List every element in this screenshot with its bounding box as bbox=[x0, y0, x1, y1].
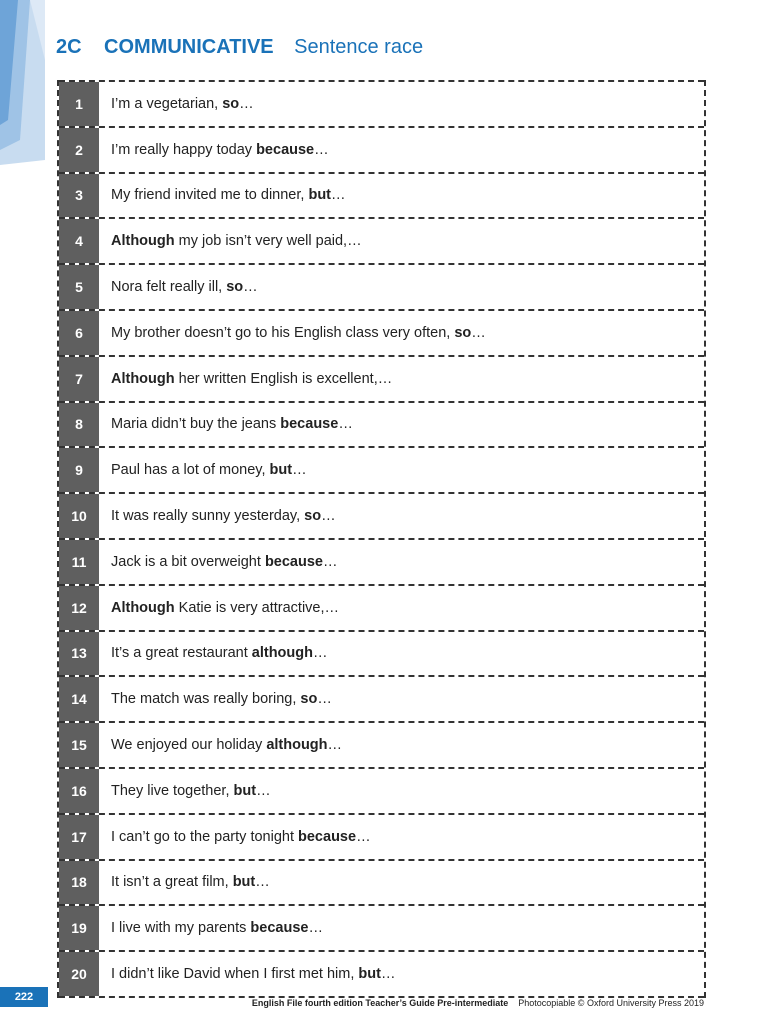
sentence-starter bbox=[99, 632, 704, 676]
sentence-text-after: … bbox=[256, 782, 271, 799]
sentence-starter bbox=[99, 448, 704, 492]
sentence-text-before: It’s a great restaurant bbox=[111, 645, 252, 662]
row-number: 12 bbox=[59, 586, 99, 630]
table-row bbox=[59, 401, 704, 447]
row-number: 19 bbox=[59, 906, 99, 950]
table-row bbox=[59, 446, 704, 492]
sentence-starter bbox=[99, 723, 704, 767]
footer-book-title: English File fourth edition Teacher’s Guide Pre-intermediate bbox=[251, 998, 509, 1008]
row-number: 6 bbox=[59, 311, 99, 355]
sentence-text-after: … bbox=[471, 324, 486, 341]
sentence-text-before: We enjoyed our holiday bbox=[111, 737, 267, 754]
sentence-starter bbox=[99, 815, 704, 859]
footer-copyright: Photocopiable © Oxford University Press 2019 bbox=[518, 998, 704, 1008]
activity-title: Sentence race bbox=[294, 36, 424, 58]
table-row bbox=[59, 675, 704, 721]
sentence-text-after: … bbox=[331, 187, 346, 204]
sentence-connector: Although bbox=[111, 370, 175, 387]
table-row bbox=[59, 355, 704, 401]
table-row bbox=[59, 767, 704, 813]
sentence-starter bbox=[99, 540, 704, 584]
sentence-text-after: … bbox=[239, 95, 254, 112]
row-number: 4 bbox=[59, 219, 99, 263]
sentence-text-before: I live with my parents bbox=[111, 920, 251, 937]
sentence-text-before: The match was really boring, bbox=[111, 691, 301, 708]
page-header bbox=[56, 36, 423, 66]
sentence-text-before: They live together, bbox=[111, 782, 234, 799]
row-number: 3 bbox=[59, 174, 99, 218]
sentence-connector: so bbox=[454, 324, 472, 341]
sentence-text-after: my job isn’t very well paid,… bbox=[174, 233, 362, 250]
table-row bbox=[59, 538, 704, 584]
decorative-corner-graphic bbox=[0, 0, 60, 170]
table-row bbox=[59, 584, 704, 630]
sentence-text-after: … bbox=[380, 966, 396, 983]
table-row bbox=[59, 630, 704, 676]
sentence-text-before: I can’t go to the party tonight bbox=[111, 828, 299, 845]
table-row bbox=[59, 309, 704, 355]
row-number: 8 bbox=[59, 403, 99, 447]
sentence-text-after: … bbox=[317, 691, 332, 708]
sentence-text-after: … bbox=[327, 737, 343, 754]
table-row bbox=[59, 263, 704, 309]
sentence-text-after: … bbox=[313, 645, 328, 662]
row-number: 7 bbox=[59, 357, 99, 401]
sentence-connector: but bbox=[308, 187, 332, 204]
sentence-starter bbox=[99, 311, 704, 355]
sentence-text-before: It was really sunny yesterday, bbox=[111, 508, 305, 525]
row-number: 13 bbox=[59, 632, 99, 676]
sentence-connector: Although bbox=[111, 233, 175, 250]
sentence-connector: although bbox=[266, 737, 328, 754]
sentence-starter bbox=[99, 952, 704, 996]
sentence-connector: because bbox=[256, 141, 315, 158]
table-row bbox=[59, 80, 704, 126]
row-number: 20 bbox=[59, 952, 99, 996]
sentence-text-before: I’m really happy today bbox=[111, 141, 257, 158]
table-row bbox=[59, 950, 704, 998]
sentence-text-after: Katie is very attractive,… bbox=[174, 599, 340, 616]
sentence-text-after: … bbox=[314, 141, 329, 158]
row-number: 2 bbox=[59, 128, 99, 172]
sentence-connector: because bbox=[264, 553, 323, 570]
lesson-code: 2C bbox=[56, 36, 82, 58]
sentence-text-after: … bbox=[338, 416, 353, 433]
sentence-starter bbox=[99, 494, 704, 538]
sentence-starter bbox=[99, 586, 704, 630]
sentence-connector: but bbox=[232, 874, 256, 891]
table-row bbox=[59, 126, 704, 172]
sentence-starter bbox=[99, 677, 704, 721]
sentence-starter bbox=[99, 219, 704, 263]
sentence-connector: so bbox=[222, 95, 240, 112]
row-number: 10 bbox=[59, 494, 99, 538]
sentence-connector: because bbox=[298, 828, 357, 845]
table-row bbox=[59, 859, 704, 905]
sentence-text-after: … bbox=[308, 920, 323, 937]
sentence-text-after: … bbox=[243, 279, 258, 296]
table-row bbox=[59, 492, 704, 538]
sentence-connector: Although bbox=[111, 599, 175, 616]
table-row bbox=[59, 904, 704, 950]
sentence-text-after: her written English is excellent,… bbox=[174, 370, 393, 387]
sentence-connector: so bbox=[304, 508, 322, 525]
sentence-text-after: … bbox=[322, 553, 338, 570]
row-number: 14 bbox=[59, 677, 99, 721]
sentence-connector: but bbox=[233, 782, 257, 799]
sentence-text-before: Maria didn’t buy the jeans bbox=[111, 416, 281, 433]
sentence-text-before: Nora felt really ill, bbox=[111, 279, 227, 296]
sentence-text-before: I’m a vegetarian, bbox=[111, 95, 223, 112]
row-number: 11 bbox=[59, 540, 99, 584]
sentence-starter bbox=[99, 403, 704, 447]
row-number: 17 bbox=[59, 815, 99, 859]
sentence-connector: because bbox=[250, 920, 309, 937]
sentence-connector: so bbox=[300, 691, 318, 708]
sentence-text-before: My friend invited me to dinner, bbox=[111, 187, 309, 204]
sentence-text-before: Jack is a bit overweight bbox=[111, 553, 265, 570]
sentence-starter bbox=[99, 861, 704, 905]
sentence-connector: so bbox=[226, 279, 244, 296]
table-row bbox=[59, 813, 704, 859]
row-number: 16 bbox=[59, 769, 99, 813]
sentence-text-before: My brother doesn’t go to his English class very often, bbox=[111, 324, 455, 341]
sentence-connector: but bbox=[269, 462, 293, 479]
sentence-text-after: … bbox=[255, 874, 270, 891]
table-row bbox=[59, 721, 704, 767]
page-footer bbox=[252, 998, 704, 1008]
row-number: 5 bbox=[59, 265, 99, 309]
sentence-starter bbox=[99, 265, 704, 309]
sentence-text-after: … bbox=[321, 508, 336, 525]
row-number: 18 bbox=[59, 861, 99, 905]
sentence-starter bbox=[99, 174, 704, 218]
sentence-starter bbox=[99, 128, 704, 172]
sentence-starter bbox=[99, 357, 704, 401]
row-number: 9 bbox=[59, 448, 99, 492]
sentence-starter bbox=[99, 769, 704, 813]
table-row bbox=[59, 217, 704, 263]
sentence-text-after: … bbox=[356, 828, 371, 845]
sentence-grid bbox=[57, 80, 706, 998]
sentence-text-before: Paul has a lot of money, bbox=[111, 462, 270, 479]
row-number: 15 bbox=[59, 723, 99, 767]
sentence-text-after: … bbox=[292, 462, 307, 479]
row-number: 1 bbox=[59, 82, 99, 126]
table-row bbox=[59, 172, 704, 218]
sentence-text-before: I didn’t like David when I first met him, bbox=[111, 966, 359, 983]
sentence-connector: but bbox=[358, 966, 381, 983]
activity-type: COMMUNICATIVE bbox=[104, 36, 274, 58]
sentence-text-before: It isn’t a great film, bbox=[111, 874, 233, 891]
sentence-starter bbox=[99, 906, 704, 950]
page-number: 222 bbox=[0, 987, 48, 1007]
sentence-starter bbox=[99, 82, 704, 126]
sentence-connector: although bbox=[251, 645, 313, 662]
sentence-connector: because bbox=[280, 416, 339, 433]
